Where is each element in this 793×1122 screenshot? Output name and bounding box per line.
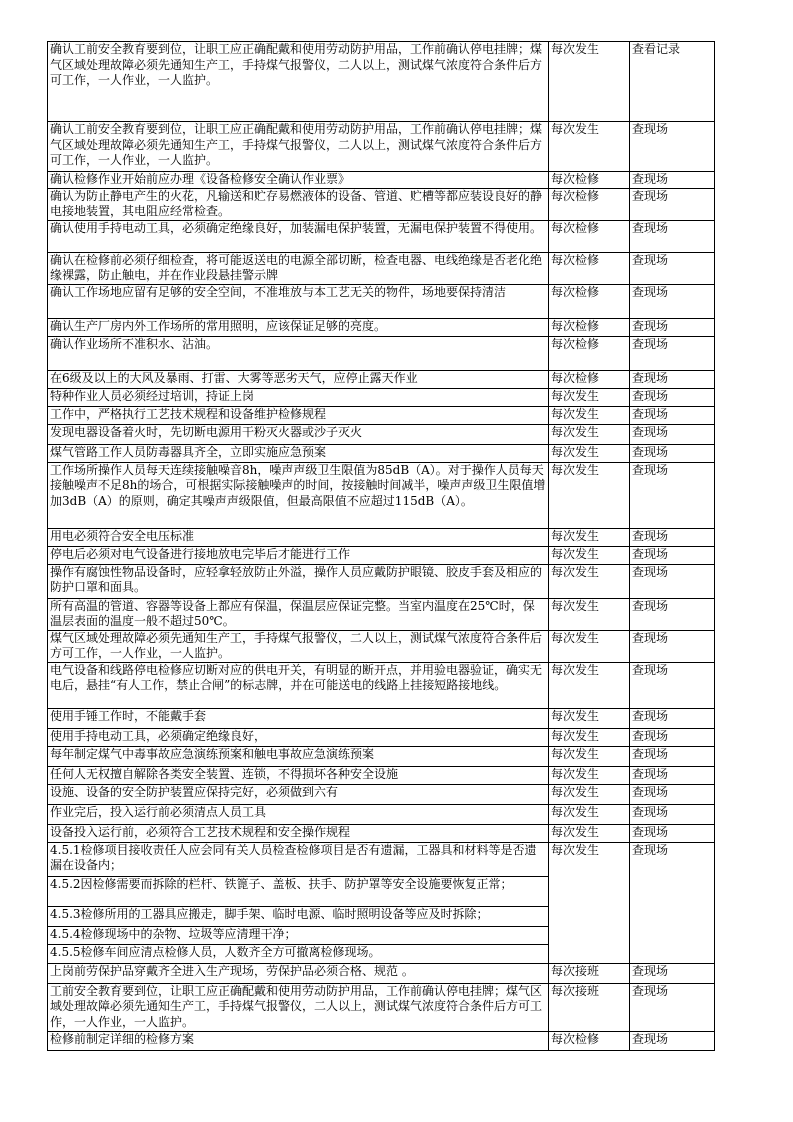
table-row bbox=[48, 546, 715, 564]
frequency-cell: 每次发生 bbox=[549, 424, 630, 444]
check-method-cell: 查现场 bbox=[630, 842, 715, 963]
frequency-cell: 每次发生 bbox=[549, 122, 630, 172]
safety-checklist-table bbox=[47, 41, 715, 1051]
check-method-cell: 查现场 bbox=[630, 662, 715, 708]
requirement-subitem: 4.5.4检修现场中的杂物、垃圾等应清理干净； bbox=[48, 927, 548, 945]
frequency-cell: 每次发生 bbox=[549, 842, 630, 963]
check-method-cell: 查现场 bbox=[630, 284, 715, 318]
requirement-cell: 使用手持电动工具，必须确定绝缘良好， bbox=[48, 728, 549, 746]
frequency-cell: 每次发生 bbox=[549, 784, 630, 804]
requirement-subitem: 4.5.1检修项目接收责任人应会同有关人员检查检修项目是否有遗漏，工器具和材料等是否遗漏在设备内； bbox=[48, 843, 548, 877]
requirement-cell: 确认使用手持电动工具，必须确定绝缘良好，加装漏电保护装置，无漏电保护装置不得使用。 bbox=[48, 220, 549, 252]
frequency-cell: 每次发生 bbox=[549, 746, 630, 766]
table-row bbox=[48, 1031, 715, 1050]
table-row bbox=[48, 728, 715, 746]
requirement-cell: 用电必须符合安全电压标准 bbox=[48, 528, 549, 546]
requirement-cell: 确认生产厂房内外工作场所的常用照明，应该保证足够的亮度。 bbox=[48, 318, 549, 336]
check-method-cell: 查现场 bbox=[630, 598, 715, 630]
requirement-cell: 工作中，严格执行工艺技术规程和设备维护检修规程 bbox=[48, 406, 549, 424]
requirement-cell: 工作场所操作人员每天连续接触噪音8h，噪声声级卫生限值为85dB（A）。对于操作人员每天接触噪声不足8h的场合，可根据实际接触噪声的时间，按接触时间减半，噪声声级卫生限值增加3dB（A）的原则，确定其噪声声级限值，但最高限值不应超过115dB（A）。 bbox=[48, 462, 549, 528]
check-method-cell: 查看记录 bbox=[630, 42, 715, 122]
requirement-cell: 设施、设备的安全防护装置应保持完好，必须做到六有 bbox=[48, 784, 549, 804]
table-row bbox=[48, 766, 715, 784]
frequency-cell: 每次检修 bbox=[549, 370, 630, 388]
check-method-cell: 查现场 bbox=[630, 564, 715, 598]
check-method-cell: 查现场 bbox=[630, 766, 715, 784]
frequency-cell: 每次发生 bbox=[549, 766, 630, 784]
table-row bbox=[48, 336, 715, 370]
requirement-cell: 停电后必须对电气设备进行接地放电完毕后才能进行工作 bbox=[48, 546, 549, 564]
frequency-cell: 每次发生 bbox=[549, 708, 630, 728]
check-method-cell: 查现场 bbox=[630, 804, 715, 824]
table-row bbox=[48, 42, 715, 122]
table-row bbox=[48, 824, 715, 842]
table-row bbox=[48, 528, 715, 546]
check-method-cell: 查现场 bbox=[630, 963, 715, 983]
requirement-cell: 在6级及以上的大风及暴雨、打雷、大雾等恶劣天气，应停止露天作业 bbox=[48, 370, 549, 388]
table-row bbox=[48, 662, 715, 708]
frequency-cell: 每次检修 bbox=[549, 336, 630, 370]
check-method-cell: 查现场 bbox=[630, 406, 715, 424]
table-row bbox=[48, 406, 715, 424]
requirement-cell: 使用手锤工作时，不能戴手套 bbox=[48, 708, 549, 728]
check-method-cell: 查现场 bbox=[630, 708, 715, 728]
requirement-cell: 上岗前劳保护品穿戴齐全进入生产现场，劳保护品必须合格、规范 。 bbox=[48, 963, 549, 983]
frequency-cell: 每次发生 bbox=[549, 388, 630, 406]
check-method-cell: 查现场 bbox=[630, 388, 715, 406]
requirement-cell: 作业完后，投入运行前必须清点人员工具 bbox=[48, 804, 549, 824]
check-method-cell: 查现场 bbox=[630, 1031, 715, 1050]
requirement-cell: 发现电器设备着火时，先切断电源用干粉灭火器或沙子灭火 bbox=[48, 424, 549, 444]
check-method-cell: 查现场 bbox=[630, 424, 715, 444]
requirement-cell: 确认工前安全教育要到位，让职工应正确配戴和使用劳动防护用品，工作前确认停电挂牌；煤气区域处理故障必须先通知生产工，手持煤气报警仪，二人以上，测试煤气浓度符合条件后方可工作，一人作业，一人监护。 bbox=[48, 42, 549, 122]
check-method-cell: 查现场 bbox=[630, 784, 715, 804]
check-method-cell: 查现场 bbox=[630, 188, 715, 220]
check-method-cell: 查现场 bbox=[630, 370, 715, 388]
requirement-cell: 工前安全教育要到位，让职工应正确配戴和使用劳动防护用品，工作前确认停电挂牌；煤气区域处理故障必须先通知生产工，手持煤气报警仪，二人以上，测试煤气浓度符合条件后方可工作，一人作业，一人监护。 bbox=[48, 983, 549, 1031]
requirement-cell: 检修前制定详细的检修方案 bbox=[48, 1031, 549, 1050]
table-body bbox=[48, 42, 715, 1051]
requirement-cell: 确认工前安全教育要到位，让职工应正确配戴和使用劳动防护用品，工作前确认停电挂牌；煤气区域处理故障必须先通知生产工，手持煤气报警仪，二人以上，测试煤气浓度符合条件后方可工作，一人作业，一人监护。 bbox=[48, 122, 549, 172]
frequency-cell: 每次发生 bbox=[549, 406, 630, 424]
check-method-cell: 查现场 bbox=[630, 172, 715, 189]
table-row bbox=[48, 963, 715, 983]
table-row bbox=[48, 746, 715, 766]
check-method-cell: 查现场 bbox=[630, 318, 715, 336]
requirement-subitem: 4.5.3检修所用的工器具应搬走，脚手架、临时电源、临时照明设备等应及时拆除； bbox=[48, 907, 548, 927]
requirement-subitem: 4.5.5检修车间应清点检修人员，人数齐全方可撤离检修现场。 bbox=[50, 944, 381, 959]
table-row bbox=[48, 284, 715, 318]
requirement-cell: 确认为防止静电产生的火花，凡输送和贮存易燃液体的设备、管道、贮槽等都应装设良好的静电接地装置，其电阻应经常检查。 bbox=[48, 188, 549, 220]
table-row bbox=[48, 424, 715, 444]
requirement-cell: 操作有腐蚀性物品设备时，应轻拿轻放防止外溢，操作人员应戴防护眼镜、胶皮手套及相应的防护口罩和面具。 bbox=[48, 564, 549, 598]
check-method-cell: 查现场 bbox=[630, 528, 715, 546]
check-method-cell: 查现场 bbox=[630, 252, 715, 284]
requirement-cell: 确认工作场地应留有足够的安全空间，不准堆放与本工艺无关的物件，场地要保持清洁 bbox=[48, 284, 549, 318]
requirement-cell: 电气设备和线路停电检修应切断对应的供电开关，有明显的断开点，并用验电器验证，确实无电后，悬挂“有人工作，禁止合闸”的标志牌，并在可能送电的线路上挂接短路接地线。 bbox=[48, 662, 549, 708]
frequency-cell: 每次发生 bbox=[549, 804, 630, 824]
frequency-cell: 每次发生 bbox=[549, 824, 630, 842]
requirement-cell: 确认在检修前必须仔细检查，将可能返送电的电源全部切断，检查电器、电线绝缘是否老化绝缘裸露，防止触电，并在作业段悬挂警示牌 bbox=[48, 252, 549, 284]
table-row bbox=[48, 188, 715, 220]
frequency-cell: 每次检修 bbox=[549, 318, 630, 336]
table-row bbox=[48, 564, 715, 598]
requirement-cell: 任何人无权擅自解除各类安全装置、连锁，不得损坏各种安全设施 bbox=[48, 766, 549, 784]
check-method-cell: 查现场 bbox=[630, 630, 715, 662]
check-method-cell: 查现场 bbox=[630, 220, 715, 252]
frequency-cell: 每次检修 bbox=[549, 284, 630, 318]
requirement-cell: 设备投入运行前，必须符合工艺技术规程和安全操作规程 bbox=[48, 824, 549, 842]
table-row bbox=[48, 598, 715, 630]
table-row bbox=[48, 388, 715, 406]
frequency-cell: 每次检修 bbox=[549, 252, 630, 284]
check-method-cell: 查现场 bbox=[630, 983, 715, 1031]
table-row bbox=[48, 804, 715, 824]
table-row bbox=[48, 983, 715, 1031]
requirement-cell: 确认作业场所不准积水、沾油。 bbox=[48, 336, 549, 370]
table-row bbox=[48, 708, 715, 728]
check-method-cell: 查现场 bbox=[630, 546, 715, 564]
requirement-cell: 确认检修作业开始前应办理《设备检修安全确认作业票》 bbox=[48, 172, 549, 189]
check-method-cell: 查现场 bbox=[630, 746, 715, 766]
frequency-cell: 每次发生 bbox=[549, 528, 630, 546]
frequency-cell: 每次检修 bbox=[549, 1031, 630, 1050]
table-row bbox=[48, 252, 715, 284]
table-row bbox=[48, 842, 715, 963]
table-row bbox=[48, 122, 715, 172]
frequency-cell: 每次发生 bbox=[549, 728, 630, 746]
table-row bbox=[48, 220, 715, 252]
requirement-subitem: 4.5.2因检修需要而拆除的栏杆、铁篦子、盖板、扶手、防护罩等安全设施要恢复正常； bbox=[48, 877, 548, 907]
frequency-cell: 每次接班 bbox=[549, 963, 630, 983]
table-row bbox=[48, 370, 715, 388]
table-row bbox=[48, 318, 715, 336]
frequency-cell: 每次发生 bbox=[549, 462, 630, 528]
table-row bbox=[48, 462, 715, 528]
frequency-cell: 每次发生 bbox=[549, 630, 630, 662]
frequency-cell: 每次接班 bbox=[549, 983, 630, 1031]
requirement-cell: 煤气管路工作人员防毒器具齐全，立即实施应急预案 bbox=[48, 444, 549, 462]
requirement-cell: 所有高温的管道、容器等设备上都应有保温，保温层应保证完整。当室内温度在25℃时，保温层表面的温度一般不超过50℃。 bbox=[48, 598, 549, 630]
table-row bbox=[48, 444, 715, 462]
frequency-cell: 每次发生 bbox=[549, 444, 630, 462]
frequency-cell: 每次发生 bbox=[549, 564, 630, 598]
table-row bbox=[48, 630, 715, 662]
frequency-cell: 每次检修 bbox=[549, 188, 630, 220]
frequency-cell: 每次检修 bbox=[549, 172, 630, 189]
frequency-cell: 每次检修 bbox=[549, 220, 630, 252]
frequency-cell: 每次发生 bbox=[549, 598, 630, 630]
check-method-cell: 查现场 bbox=[630, 824, 715, 842]
requirement-cell: 每年制定煤气中毒事故应急演练预案和触电事故应急演练预案 bbox=[48, 746, 549, 766]
check-method-cell: 查现场 bbox=[630, 728, 715, 746]
requirement-cell: 特种作业人员必须经过培训，持证上岗 bbox=[48, 388, 549, 406]
table-row bbox=[48, 172, 715, 189]
requirement-cell: 煤气区域处理故障必须先通知生产工，手持煤气报警仪，二人以上，测试煤气浓度符合条件后方可工作，一人作业，一人监护。 bbox=[48, 630, 549, 662]
frequency-cell: 每次发生 bbox=[549, 42, 630, 122]
check-method-cell: 查现场 bbox=[630, 122, 715, 172]
requirement-group-cell bbox=[48, 842, 549, 963]
check-method-cell: 查现场 bbox=[630, 462, 715, 528]
check-method-cell: 查现场 bbox=[630, 336, 715, 370]
frequency-cell: 每次发生 bbox=[549, 662, 630, 708]
frequency-cell: 每次发生 bbox=[549, 546, 630, 564]
table-row bbox=[48, 784, 715, 804]
check-method-cell: 查现场 bbox=[630, 444, 715, 462]
